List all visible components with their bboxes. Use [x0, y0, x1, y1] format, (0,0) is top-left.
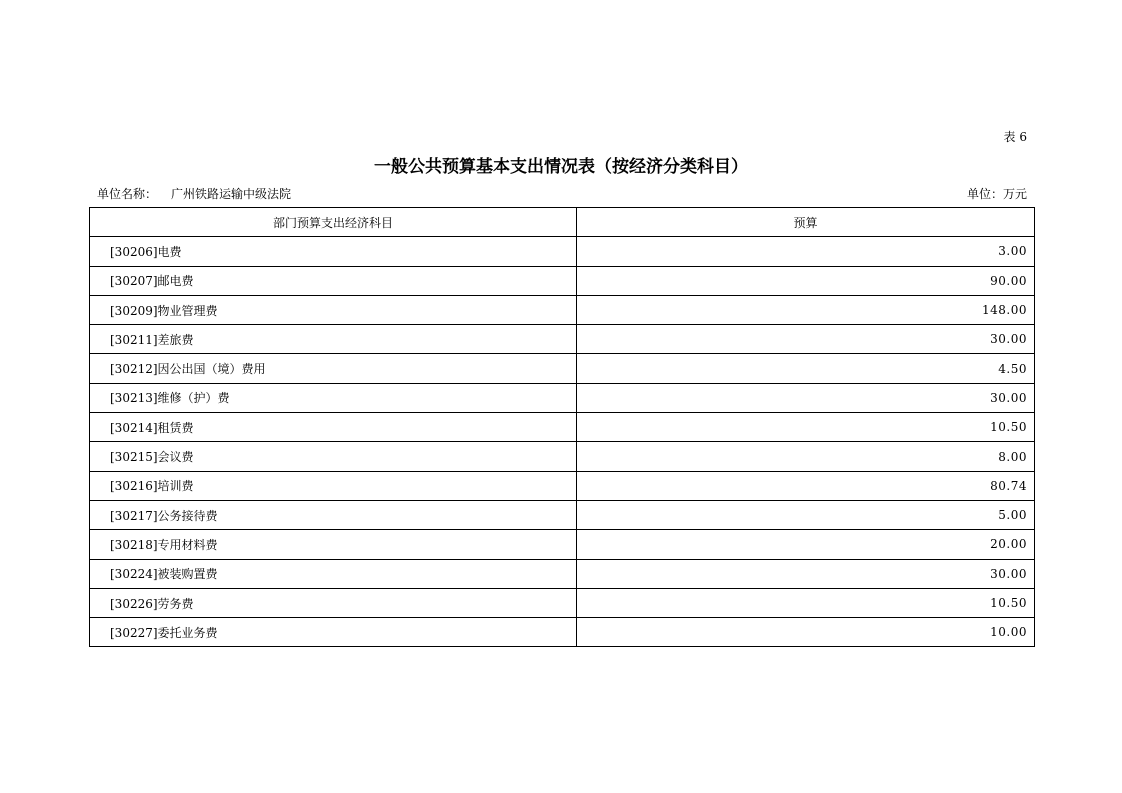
unit-name-label: 单位名称： [97, 187, 158, 201]
row-subject: [30215]会议费 [90, 442, 577, 471]
row-subject: [30218]专用材料费 [90, 530, 577, 559]
table-row [90, 325, 1035, 354]
row-subject: [30214]租赁费 [90, 413, 577, 442]
unit-info-line [97, 185, 1027, 202]
page-title: 一般公共预算基本支出情况表（按经济分类科目） [374, 157, 748, 177]
row-subject: [30217]公务接待费 [90, 500, 577, 529]
row-subject: [30226]劳务费 [90, 588, 577, 617]
row-subject: [30216]培训费 [90, 471, 577, 500]
table-row [90, 588, 1035, 617]
row-budget: 5.00 [577, 500, 1035, 529]
header-subject: 部门预算支出经济科目 [90, 208, 577, 237]
row-subject: [30227]委托业务费 [90, 618, 577, 647]
row-budget: 90.00 [577, 266, 1035, 295]
row-budget: 3.00 [577, 237, 1035, 266]
table-header-row [90, 208, 1035, 237]
row-subject: [30209]物业管理费 [90, 295, 577, 324]
row-budget: 10.50 [577, 413, 1035, 442]
table-row [90, 354, 1035, 383]
row-subject: [30206]电费 [90, 237, 577, 266]
table-row [90, 559, 1035, 588]
unit-name-value: 广州铁路运输中级法院 [171, 187, 292, 201]
row-budget: 20.00 [577, 530, 1035, 559]
table-row [90, 471, 1035, 500]
row-budget: 30.00 [577, 559, 1035, 588]
table-row [90, 383, 1035, 412]
row-subject: [30211]差旅费 [90, 325, 577, 354]
row-budget: 8.00 [577, 442, 1035, 471]
row-subject: [30213]维修（护）费 [90, 383, 577, 412]
row-budget: 10.00 [577, 618, 1035, 647]
table-row [90, 530, 1035, 559]
row-budget: 10.50 [577, 588, 1035, 617]
row-budget: 30.00 [577, 325, 1035, 354]
table-row [90, 500, 1035, 529]
row-budget: 148.00 [577, 295, 1035, 324]
table-row [90, 295, 1035, 324]
header-budget: 预算 [577, 208, 1035, 237]
unit-name [97, 185, 291, 202]
currency-unit: 单位：万元 [966, 187, 1027, 201]
table-row [90, 413, 1035, 442]
row-budget: 4.50 [577, 354, 1035, 383]
table-number: 表 6 [1003, 130, 1027, 144]
table-row [90, 618, 1035, 647]
table-row [90, 266, 1035, 295]
table-row [90, 442, 1035, 471]
row-subject: [30207]邮电费 [90, 266, 577, 295]
row-subject: [30212]因公出国（境）费用 [90, 354, 577, 383]
row-budget: 80.74 [577, 471, 1035, 500]
budget-table [89, 207, 1035, 647]
row-budget: 30.00 [577, 383, 1035, 412]
row-subject: [30224]被装购置费 [90, 559, 577, 588]
table-row [90, 237, 1035, 266]
